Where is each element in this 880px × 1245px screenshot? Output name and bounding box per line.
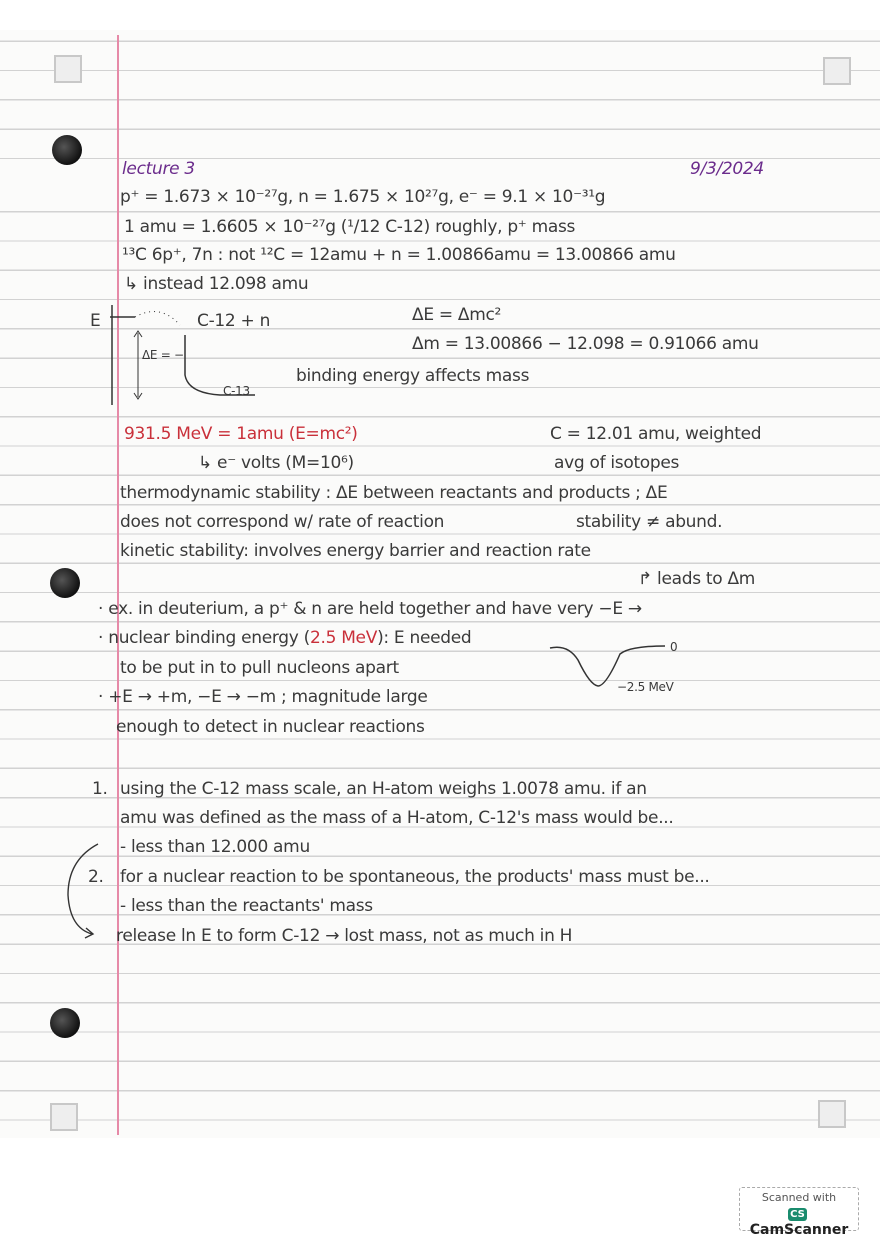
note-line: to be put in to pull nucleons apart	[120, 658, 399, 678]
margin-line	[117, 35, 119, 1135]
punch-hole	[50, 1008, 80, 1038]
question-number: 2.	[88, 867, 104, 887]
note-line: release ln E to form C-12 → lost mass, not as much in H	[116, 926, 573, 946]
note-line: enough to detect in nuclear reactions	[116, 717, 425, 737]
note-line: ↳ e⁻ volts (M=10⁶)	[198, 453, 354, 473]
well-zero-label: 0	[670, 640, 678, 654]
note-line: avg of isotopes	[554, 453, 680, 473]
note-line: 931.5 MeV = 1amu (E=mc²)	[124, 424, 358, 444]
camscanner-logo-icon: CS	[790, 1209, 805, 1220]
c12-n-label: C-12 + n	[197, 311, 271, 331]
corner-mark	[54, 55, 82, 83]
energy-axis-label: E	[90, 311, 101, 331]
curved-arrow	[62, 840, 112, 940]
bullet-line: · +E → +m, −E → −m ; magnitude large	[98, 687, 428, 707]
corner-mark	[50, 1103, 78, 1131]
lecture-date: 9/3/2024	[690, 159, 764, 179]
note-line: ↳ instead 12.098 amu	[124, 274, 309, 294]
answer-text: - less than the reactants' mass	[120, 896, 373, 916]
delta-e-label: ΔE = −	[142, 348, 184, 362]
question-text: for a nuclear reaction to be spontaneous, the products' mass must be...	[120, 867, 710, 887]
corner-mark	[818, 1100, 846, 1128]
note-line: p⁺ = 1.673 × 10⁻²⁷g, n = 1.675 × 10²⁷g, e⁻ = 9.1 × 10⁻³¹g	[120, 187, 606, 207]
note-line: ↱ leads to Δm	[638, 569, 756, 589]
camscanner-watermark: Scanned with CSCamScanner	[739, 1187, 859, 1231]
punch-hole	[52, 135, 82, 165]
bullet-line: · ex. in deuterium, a p⁺ & n are held together and have very −E →	[98, 599, 642, 619]
corner-mark	[823, 57, 851, 85]
well-min-label: −2.5 MeV	[617, 680, 674, 694]
bullet-line: · nuclear binding energy (2.5 MeV): E needed	[98, 628, 472, 648]
note-line: C = 12.01 amu, weighted	[550, 424, 762, 444]
question-number: 1.	[92, 779, 108, 799]
note-line: stability ≠ abund.	[576, 512, 723, 532]
lecture-title: lecture 3	[122, 159, 195, 179]
note-line: 1 amu = 1.6605 × 10⁻²⁷g (¹/12 C-12) roughly, p⁺ mass	[124, 217, 576, 237]
note-line: ΔE = Δmc²	[412, 305, 502, 325]
note-line: thermodynamic stability : ΔE between reactants and products ; ΔE	[120, 483, 668, 503]
note-line: Δm = 13.00866 − 12.098 = 0.91066 amu	[412, 334, 759, 354]
note-line: does not correspond w/ rate of reaction	[120, 512, 445, 532]
question-text: amu was defined as the mass of a H-atom, C-12's mass would be...	[120, 808, 674, 828]
note-line: ¹³C 6p⁺, 7n : not ¹²C = 12amu + n = 1.00866amu = 13.00866 amu	[122, 245, 676, 265]
answer-text: - less than 12.000 amu	[120, 837, 310, 857]
note-line: binding energy affects mass	[296, 366, 530, 386]
note-line: kinetic stability: involves energy barrier and reaction rate	[120, 541, 591, 561]
punch-hole	[50, 568, 80, 598]
c13-label: C-13	[223, 384, 250, 398]
question-text: using the C-12 mass scale, an H-atom weighs 1.0078 amu. if an	[120, 779, 647, 799]
